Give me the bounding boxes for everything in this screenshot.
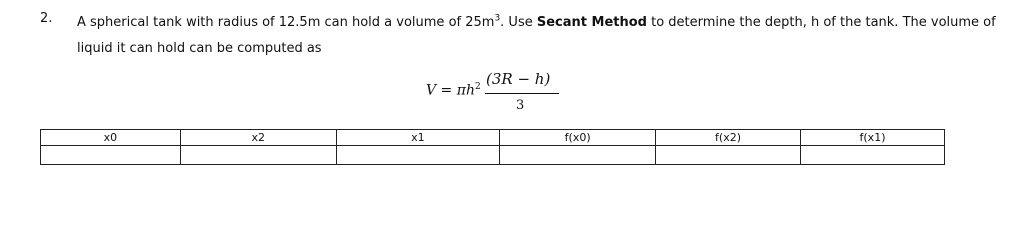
question-text-part-2: . Use xyxy=(500,15,537,30)
question-text xyxy=(77,10,997,62)
formula-lhs xyxy=(426,82,481,99)
cell-fx2[interactable] xyxy=(656,146,801,165)
cell-x2[interactable] xyxy=(180,146,336,165)
table-row xyxy=(41,146,945,165)
header-x2: x2 xyxy=(180,130,336,146)
fraction-bar xyxy=(485,93,559,94)
cell-fx1[interactable] xyxy=(801,146,945,165)
cubic-superscript: 3 xyxy=(494,13,501,24)
cell-x0[interactable] xyxy=(41,146,181,165)
header-fx1: f(x1) xyxy=(801,130,945,146)
header-fx2: f(x2) xyxy=(656,130,801,146)
secant-method-emphasis: Secant Method xyxy=(536,15,647,30)
formula-lhs-text: V = πh xyxy=(426,82,475,99)
formula-lhs-exponent: 2 xyxy=(474,82,481,92)
question-number: 2. xyxy=(40,11,53,26)
table-header-row xyxy=(41,130,945,146)
header-x1: x1 xyxy=(336,130,500,146)
formula-denominator: 3 xyxy=(516,98,525,113)
secant-method-table xyxy=(40,129,945,165)
header-x0: x0 xyxy=(41,130,181,146)
header-fx0: f(x0) xyxy=(500,130,656,146)
formula-numerator: (3R − h) xyxy=(486,70,551,88)
question-text-part-1: A spherical tank with radius of 12.5m can hold a volume of 25m xyxy=(77,15,495,30)
cell-x1[interactable] xyxy=(336,146,500,165)
question-text-part-3: to determine the depth, h of the tank. The volume of liquid it can hold can be computed as xyxy=(77,15,996,56)
cell-fx0[interactable] xyxy=(500,146,656,165)
